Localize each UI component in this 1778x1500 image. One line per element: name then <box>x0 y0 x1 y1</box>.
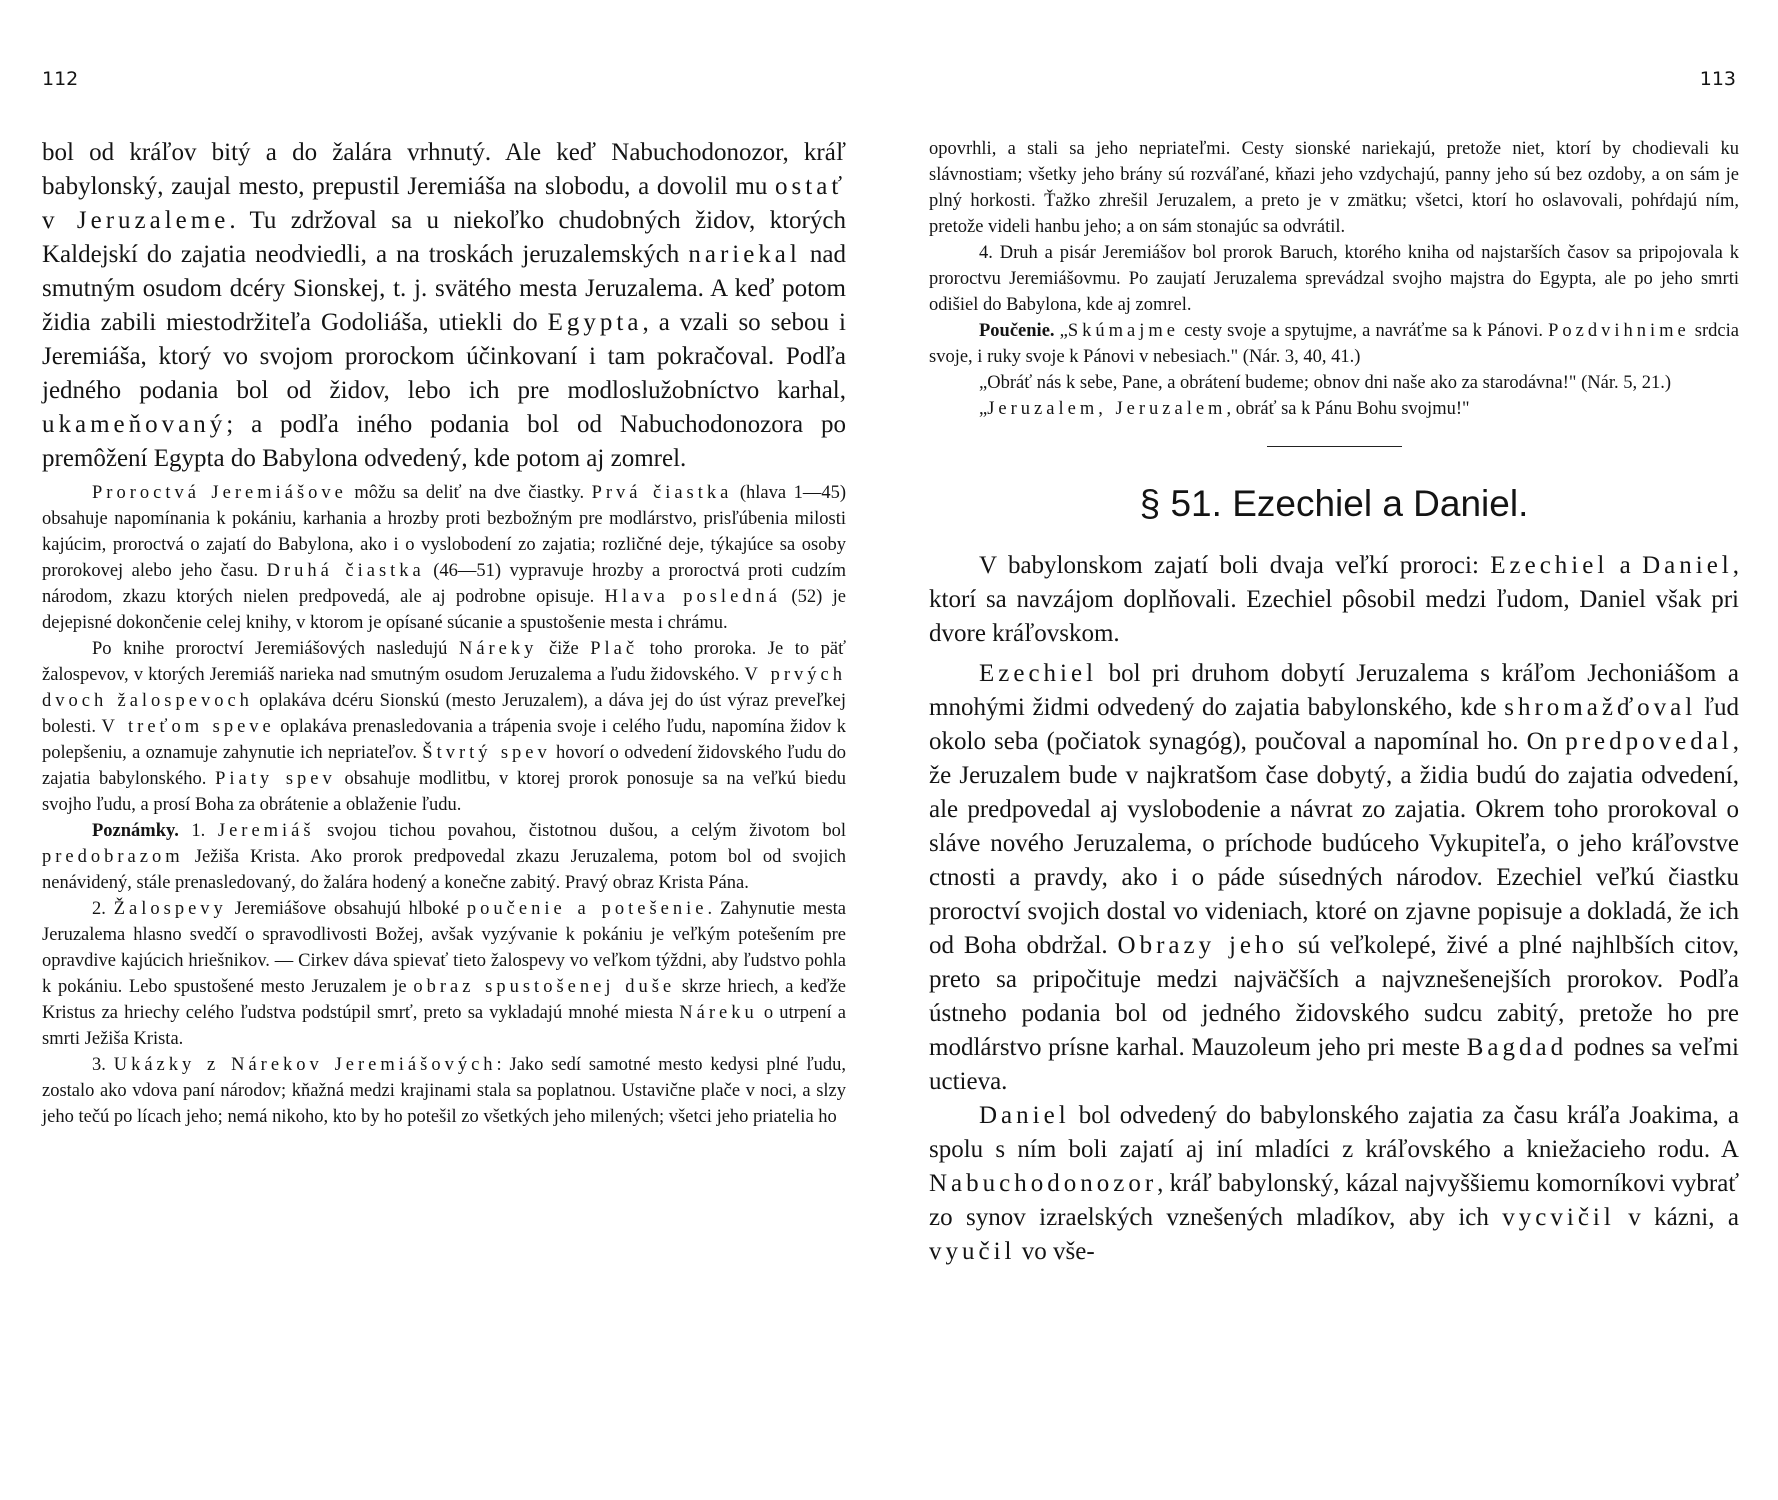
section-title: § 51. Ezechiel a Daniel. <box>1139 483 1529 524</box>
section-divider <box>1267 446 1402 447</box>
text: Ježiša Krista. Ako prorok predpovedal zkazu Jeruzalema, potom bol od svojich nenávidený, stále prenasledovaný, do žalára hodený a konečne zabitý. Pravý obraz Krista Pána. <box>42 847 846 893</box>
text: o utrpení a smrti Ježiša Krista. <box>42 1003 846 1049</box>
text: vo vše- <box>1015 1238 1095 1265</box>
text: svojou tichou povahou, čistotnou dušou, a celým životom bol <box>314 821 846 841</box>
text: skrze hriech, a keďže Kristus za hriechy celého ľudstva podstúpil smrť, preto sa vykladajú mnohé miesta <box>42 977 847 1023</box>
paragraph: 4. Druh a pisár Jeremiášov bol prorok Baruch, ktorého kniha od najstarších časov sa pripojovala k proroctvu Jeremiášovmu. Po zaujatí Jeruzalema sprevádzal svojho majstra do Egypta, ale po jeho smrti odišiel do Babylona, kde aj zomrel. <box>929 243 1739 315</box>
spaced-emphasis: nariekal <box>688 241 801 268</box>
spaced-emphasis: Daniel <box>979 1102 1070 1129</box>
spaced-emphasis: Náreku <box>679 1003 758 1023</box>
spaced-emphasis: Žalospevy <box>113 899 227 919</box>
paragraph: „Obráť nás k sebe, Pane, a obrátení budeme; obnov dni naše ako za starodávna!" (Nár. 5, 21.) <box>979 373 1672 393</box>
paragraph <box>42 896 846 1052</box>
right-text-column <box>929 136 1739 1269</box>
text: . Tu zdržoval sa u niekoľko chudobných židov, ktorých Kaldejskí do zajatia neodviedli, a na troskách jeruzalemských <box>42 207 846 268</box>
spaced-emphasis: obraz spustošenej duše <box>413 977 676 997</box>
text: (hlava 1—45) obsahuje napomínania k pokániu, karhania a hrozby proti bezbožným pre modlárstvo, prisľúbenia milosti kajúcim, proroctvá o zajatí do Babylona, ako i o vyslobodení zo zajatia; rozličné deje, týkajúce sa osoby prorokovej alebo jeho času. <box>42 483 847 581</box>
text: môžu sa deliť na dve čiastky. <box>346 483 592 503</box>
right-page <box>889 0 1778 1500</box>
text: : Jako sedí samotné mesto kedysi plné ľudu, zostalo ako vdova paní národov; kňažná medzi krajinami stala sa poplatnou. Ustavične plače v noci, a slzy jeho tečú po lícach jeho; nemá nikoho, kto by ho potešil zo všetkých jeho milených; všetci jeho priatelia ho <box>42 1055 846 1127</box>
text: (46—51) vypravuje hrozby a proroctvá proti cudzím národom, zkazu ktorých nielen predpovedá, ale aj podrobne opisuje. <box>42 561 846 607</box>
lesson-heading: Poučenie. <box>979 321 1055 341</box>
paragraph <box>929 396 1739 422</box>
text: hovorí o odvedení židovského ľudu do zajatia babylonského. <box>42 743 847 789</box>
text: obsahuje modlitbu, v ktorej prorok ponosuje sa na veľkú biedu svojho ľudu, a prosí Boha za obrátenie a oblaženie ľudu. <box>42 769 846 815</box>
text: , obráť sa k Pánu Bohu svojmu!" <box>1226 399 1470 419</box>
paragraph <box>929 1099 1739 1269</box>
text: (52) je dejepisné dokončenie celej knihy, v ktorom je opísané súcanie a spustošenie mesta i chrámu. <box>42 587 846 633</box>
paragraph <box>929 549 1739 651</box>
spaced-emphasis: Štvrtý spev <box>422 743 551 763</box>
spaced-emphasis: Hlava posledná <box>604 587 781 607</box>
spaced-emphasis: poučenie a potešenie <box>466 899 708 919</box>
paragraph <box>42 636 846 818</box>
spaced-emphasis: Prvá čiastka <box>591 483 733 503</box>
text: 3. <box>92 1055 114 1075</box>
text: bol pri druhom dobytí Jeruzalema s kráľom Jechoniášom a mnohými židmi odvedený do zajatia babylonského, kde <box>929 660 1739 721</box>
spaced-emphasis: Proroctvá Jeremiášove <box>92 483 347 503</box>
spaced-emphasis: V prvých dvoch žalospevoch <box>42 665 846 711</box>
paragraph <box>42 136 846 476</box>
spaced-emphasis: Nabuchodonozor <box>929 1170 1158 1197</box>
spaced-emphasis: predpovedal <box>1565 728 1733 755</box>
text: , a vzali so sebou i Jeremiáša, ktorý vo svojom prorockom účinkovaní i tam pokračoval. Podľa jedného podania bol od židov, lebo ich pre modloslužobníctvo karhal, <box>42 309 847 404</box>
text: ľud okolo seba (počiatok synagóg), poučoval a napomínal ho. On <box>929 694 1740 755</box>
text: . Zahynutie mesta Jeruzalema hlasno svedčí o spravodlivosti Božej, avšak vyzývanie k pokániu je veľkým potešením pre opravdive kajúcich hriešnikov. — Cirkev dáva spievať tieto žalospevy vo veľkom týždni, aby ľudstvo pohla k pokániu. Lebo spustošené mesto Jeruzalem je <box>42 899 847 997</box>
paragraph <box>42 818 846 896</box>
text: V babylonskom zajatí boli dvaja veľkí proroci: <box>979 552 1491 579</box>
spaced-emphasis: Egypta <box>547 309 643 336</box>
text: ; a podľa iného podania bol od Nabuchodonozora po premôžení Egypta do Babylona odvedený, kde potom aj zomrel. <box>42 411 846 472</box>
paragraph: opovrhli, a stali sa jeho nepriateľmi. Cesty sionské nariekajú, pretože niet, ktorí by chodievali ku slávnostiam; všetky jeho brány sú rozváľané, kňazi jeho vzdychajú, panny jeho sú bez ozdoby, a on sám je plný horkosti. Ťažko zhrešil Jeruzalem, a preto je v zmätku; všetci, ktorí ho oslavovali, pohŕdajú ním, pretože videli hanbu jeho; a on sám stonajúc sa odvrátil. <box>929 139 1739 237</box>
text: „ <box>979 399 988 419</box>
text: oplakáva prenasledovania a trápenia svoje i celého ľudu, napomína židov k polepšeniu, a oznamuje zahynutie ich nepriateľov. <box>42 717 846 763</box>
paragraph <box>929 318 1739 370</box>
text: , kráľ babylonský, kázal najvyššiemu komorníkovi vybrať zo synov izraelských vznešených mladíkov, aby ich <box>929 1170 1740 1231</box>
text: toho proroka. Je to päť žalospevov, v ktorých Jeremiáš narieka nad smutným osudom Jeruzalema a ľudu židovského. <box>42 639 846 685</box>
spaced-emphasis: Ezechiel <box>979 660 1098 687</box>
spaced-emphasis: Piaty spev <box>215 769 336 789</box>
spaced-emphasis: Jeruzalem, Jeruzalem <box>987 399 1227 419</box>
spaced-emphasis: Plač <box>590 639 639 659</box>
spaced-emphasis: Náreky <box>458 639 538 659</box>
text: bol od kráľov bitý a do žalára vrhnutý. Ale keď Nabuchodonozor, kráľ babylonský, zaujal mesto, prepustil Jeremiáša na slobodu, a dovolil mu <box>42 139 846 200</box>
spaced-emphasis: vyučil <box>929 1238 1016 1265</box>
spaced-emphasis: Skúmajme <box>1067 321 1179 341</box>
spaced-emphasis: Druhá čiastka <box>266 561 425 581</box>
text: podnes sa veľmi uctieva. <box>929 1034 1739 1095</box>
text: oplakáva dcéru Sionskú (mesto Jeruzalem), a dáva jej do úst výraz preveľkej bolesti. <box>42 691 846 737</box>
spaced-emphasis: vycvičil <box>1502 1204 1615 1231</box>
text: čiže <box>537 639 591 659</box>
page-number-right: 113 <box>1699 68 1736 90</box>
text: cesty svoje a spytujme, a navráťme sa k Pánovi. <box>1178 321 1549 341</box>
paragraph <box>929 657 1739 1099</box>
text: , ktorí sa navzájom doplňovali. Ezechiel pôsobil medzi ľudom, Daniel však pri dvore kráľovskom. <box>929 552 1739 647</box>
text: 2. <box>92 899 114 919</box>
text: nad smutným osudom dcéry Sionskej, t. j. svätého mesta Jeruzalema. A keď potom židia zabili miestodržiteľa Godoliáša, utiekli do <box>42 241 846 336</box>
text: sú veľkolepé, živé a plné najhlbších citov, preto sa pripočituje medzi najväčších a najvznešenejších prorokov. Podľa ústneho podania bol od jedného židovského sudcu zabitý, pretože ho pre modlárstvo prísne karhal. Mauzoleum jeho pri meste <box>929 932 1739 1061</box>
spaced-emphasis: Obrazy jeho <box>1117 932 1289 959</box>
text: bol odvedený do babylonského zajatia za času kráľa Joakima, a spolu s ním boli zajatí aj iní mladíci z kráľovského a kniežacieho rodu. A <box>929 1102 1739 1163</box>
text: „ <box>1054 321 1068 341</box>
spaced-emphasis: Daniel <box>1642 552 1733 579</box>
spaced-emphasis: Jeremiáš <box>217 821 315 841</box>
text: , že Jeruzalem bude v najkratšom čase dobytý, a židia budú do zajatia odvedení, ale predpovedal aj vyslobodenie a návrat zo zajatia. Okrem toho prorokoval o sláve nového Jeruzalema, o príchode budúceho Vykupiteľa, o jeho kráľovstve ctnosti a pravdy, ako i o páde súsedných národov. Ezechiel veľkú čiastku proroctví svojich dostal vo videniach, ktoré on zjavne popisuje a dokladá, že ich od Boha obdržal. <box>929 728 1739 959</box>
spaced-emphasis: shromažďoval <box>1504 694 1697 721</box>
spaced-emphasis: predobrazom <box>42 847 184 867</box>
text: v kázni, a <box>1614 1204 1740 1231</box>
spaced-emphasis: ostať v Jeruzaleme <box>42 173 846 234</box>
text: srdcia svoje, i ruky svoje k Pánovi v nebesiach." (Nár. 3, 40, 41.) <box>929 321 1739 367</box>
spaced-emphasis: Ezechiel <box>1490 552 1609 579</box>
left-text-column <box>42 136 846 1130</box>
spaced-emphasis: Ukázky z Nárekov Jeremiášových <box>113 1055 497 1075</box>
paragraph <box>42 1052 846 1130</box>
page-number-left: 112 <box>42 68 79 90</box>
spaced-emphasis: Bagdad <box>1466 1034 1568 1061</box>
text: a <box>1608 552 1643 579</box>
paragraph <box>42 480 846 636</box>
notes-heading: Poznámky. <box>92 821 179 841</box>
spaced-emphasis: V treťom speve <box>101 717 275 737</box>
spaced-emphasis: ukameňovaný <box>42 411 227 438</box>
spaced-emphasis: Pozdvihnime <box>1548 321 1690 341</box>
text: 1. <box>178 821 218 841</box>
text: Jeremiášove obsahujú hlboké <box>226 899 467 919</box>
text: Po knihe proroctví Jeremiášových nasledujú <box>92 639 459 659</box>
